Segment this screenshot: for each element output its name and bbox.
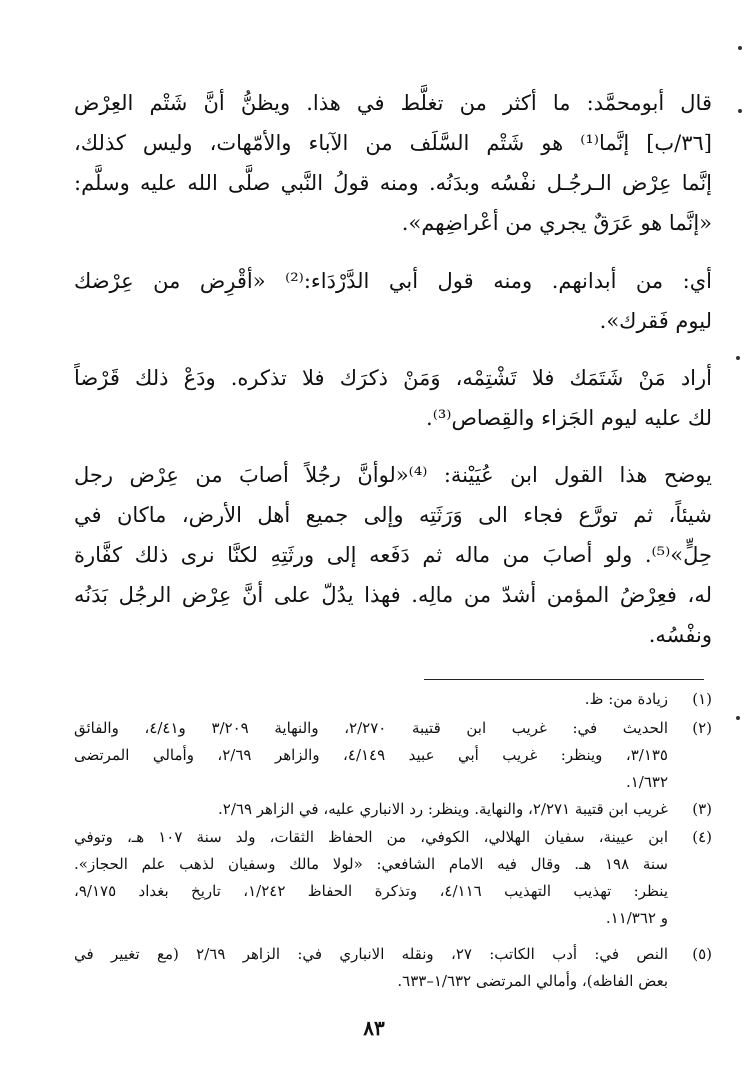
- text-line: إنَّما عِرْض الـرجُـل نفْسُه وبدَنُه. ومنه قولُ النَّبي صلَّى الله عليه وسلَّم:: [74, 171, 712, 195]
- text-line: شيئاً، ثم تورَّع فجاء الى وَرَثَتِه وإلى جميع أهل الأرض، ماكان في: [74, 503, 712, 527]
- scan-speck: [738, 109, 742, 113]
- footnote-number: (٤): [692, 828, 712, 846]
- footnote-line: ٣/١٣٥، وينظر: غريب أبي عبيد ٤/١٤٩، والزاهر ٢/٦٩، وأمالي المرتضى: [74, 746, 668, 764]
- footnote-1: [74, 686, 712, 713]
- text-line: حِلٍّ»⁽⁵⁾. ولو أصابَ من ماله ثم دَفَعه إلى ورثَتِهِ لكنَّا نرى ذلك كفَّارة: [74, 543, 712, 567]
- footnote-line: غريب ابن قتيبة ٢/٢٧١، والنهاية. وينظر: رد الانباري عليه، في الزاهر ٢/٦٩.: [218, 800, 668, 818]
- footnote-line: الحديث في: غريب ابن قتيبة ٢/٢٧٠، والنهاية ٣/٢٠٩ و٤/٤١، والفائق: [74, 719, 668, 737]
- footnote-line: ١/٦٣٢.: [625, 773, 668, 791]
- footnote-number: (٥): [692, 945, 712, 963]
- footnote-3: [74, 796, 712, 823]
- page-number: ٨٣: [363, 1016, 385, 1040]
- text-line: «إنَّما هو عَرَقٌ يجري من أعْراضِهم».: [401, 211, 712, 235]
- footnote-number: (٣): [692, 800, 712, 818]
- text-line: قال أبومحمَّد: ما أكثر من تغلَّط في هذا. ويظنُّ أنَّ شَتْم العِرْض: [74, 91, 712, 115]
- text-line: ونفْسُه.: [648, 623, 712, 647]
- paragraph-3: [74, 358, 712, 438]
- scan-speck: [738, 46, 742, 50]
- footnote-5: [74, 941, 712, 995]
- footnote-line: ينظر: تهذيب التهذيب ٤/١١٦، وتذكرة الحفاظ ١/٢٤٢، تاريخ بغداد ٩/١٧٥،: [74, 882, 668, 900]
- text-line: أراد مَنْ شَتَمَك فلا تَشْتِمْه، وَمَنْ ذكرَك فلا تذكره. ودَعْ ذلك قَرْضاً: [74, 366, 712, 390]
- text-line: [٣٦/ب] إنَّما⁽¹⁾ هو شَتْم السَّلَف من الآباء والأمّهات، وليس كذلك،: [74, 131, 712, 155]
- footnote-number: (٢): [692, 719, 712, 737]
- footnote-2: [74, 715, 712, 796]
- text-line: له، فعِرْضُ المؤمن أشدّ من مالِه. فهذا يدُلّ على أنَّ عِرْض الرجُل بَدَنُه: [74, 583, 712, 607]
- paragraph-2: [74, 261, 712, 341]
- footnote-number: (١): [692, 690, 712, 708]
- footnote-line: النص في: أدب الكاتب: ٢٧، ونقله الانباري في: الزاهر ٢/٦٩ (مع تغيير في: [74, 945, 668, 963]
- text-line: أي: من أبدانهم. ومنه قول أبي الدَّرْدَاء:⁽²⁾ «أقْرِض من عِرْضك: [74, 269, 712, 293]
- scan-speck: [736, 356, 740, 360]
- paragraph-1: [74, 83, 712, 243]
- text-line: لك عليه ليوم الجَزاء والقِصاص⁽³⁾.: [426, 406, 712, 430]
- paragraph-4: [74, 455, 712, 655]
- text-line: ليوم فَقرك».: [599, 309, 712, 333]
- footnote-line: ابن عيينة، سفيان الهلالي، الكوفي، من الحفاظ الثقات، ولد سنة ١٠٧ هـ، وتوفي: [74, 828, 668, 846]
- text-line: يوضح هذا القول ابن عُيَيْنة: ⁽⁴⁾«لوأنَّ رجُلاً أصابَ من عِرْض رجل: [74, 463, 712, 487]
- footnote-line: زيادة من: ظ.: [584, 690, 668, 708]
- footnote-separator: [424, 679, 704, 680]
- footnote-line: و ١١/٣٦٢.: [605, 909, 668, 927]
- scan-speck: [736, 716, 740, 720]
- footnote-line: بعض الفاظه)، وأمالي المرتضى ١/٦٣٢–٦٣٣.: [397, 972, 668, 990]
- footnote-4: [74, 824, 712, 932]
- footnote-line: سنة ١٩٨ هـ. وقال فيه الامام الشافعي: «لولا مالك وسفيان لذهب علم الحجاز».: [74, 855, 668, 873]
